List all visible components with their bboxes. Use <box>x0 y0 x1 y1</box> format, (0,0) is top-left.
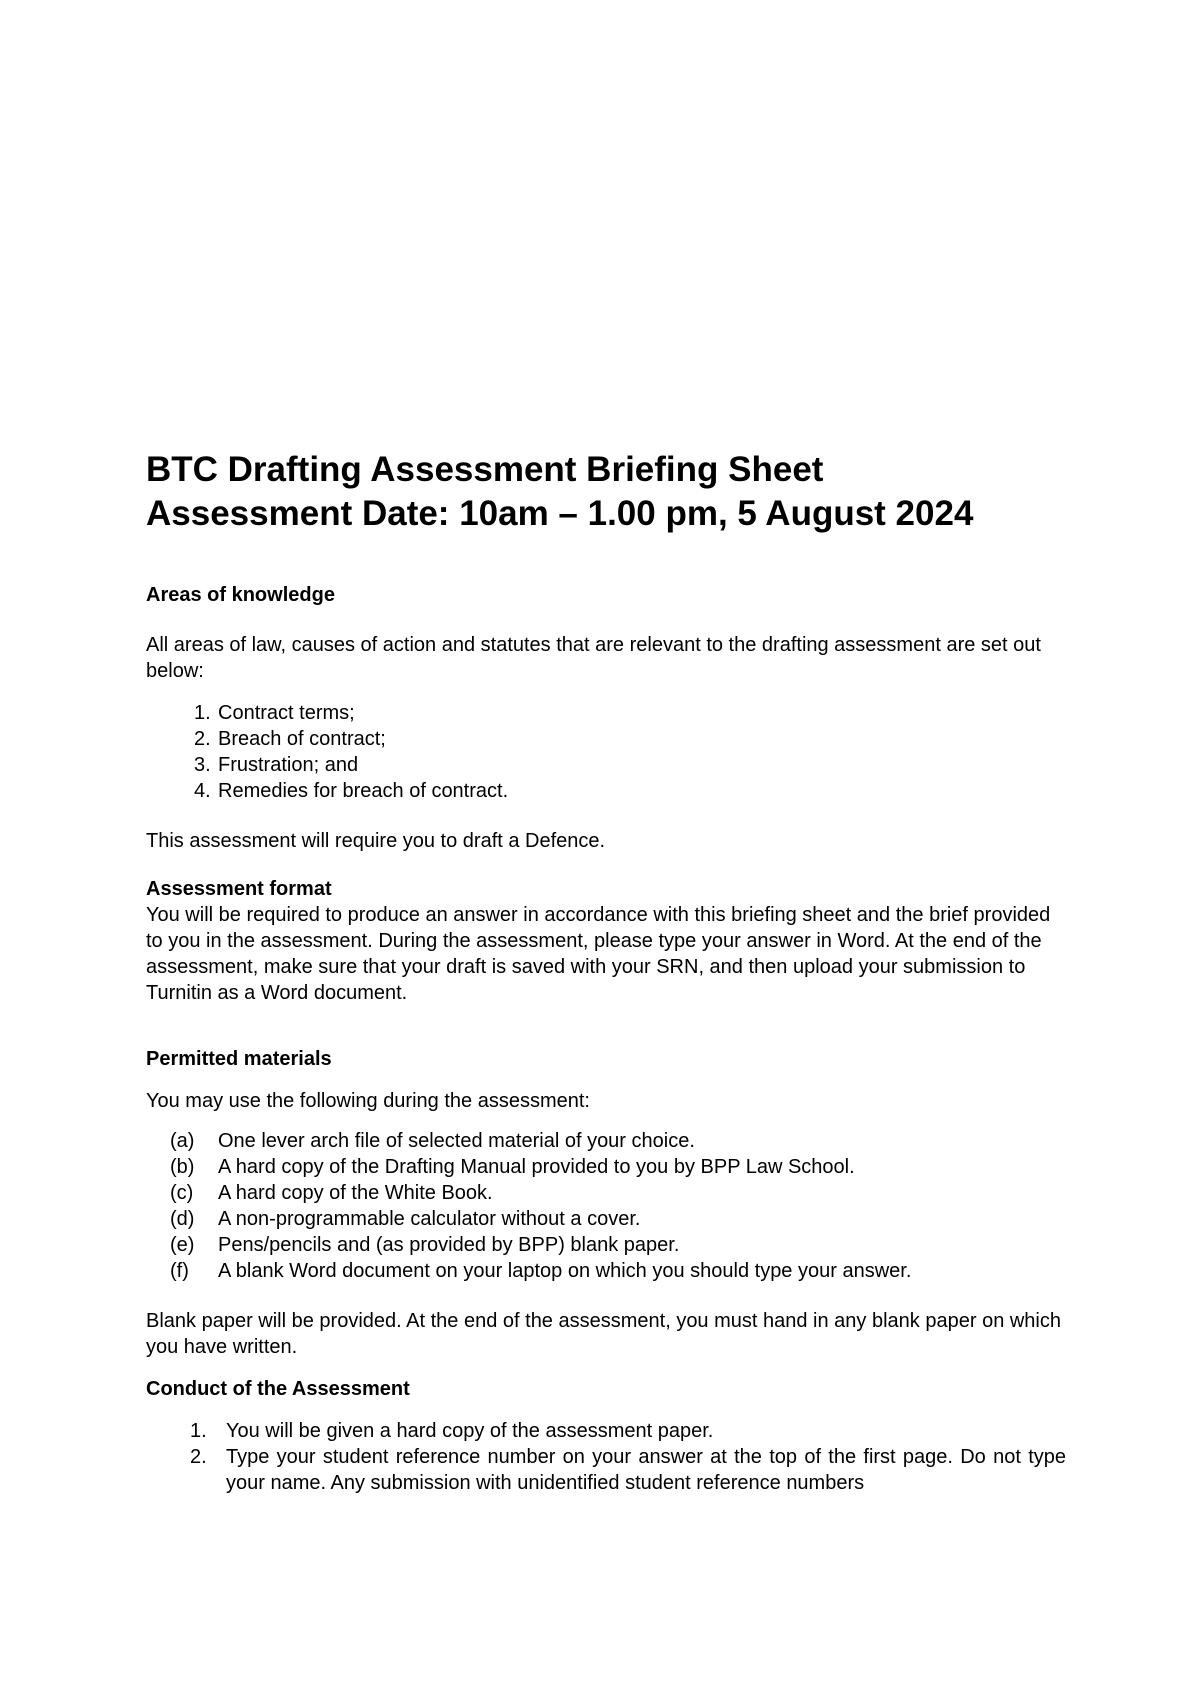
list-item: 1. You will be given a hard copy of the assessment paper. <box>190 1420 714 1442</box>
areas-intro: All areas of law, causes of action and statutes that are relevant to the drafting assessment are set out below: <box>146 634 1041 682</box>
list-item: (d) A non-programmable calculator without a cover. <box>170 1208 641 1230</box>
document-page <box>146 448 1066 1496</box>
format-heading: Assessment format <box>146 878 332 900</box>
permitted-closing: Blank paper will be provided. At the end of the assessment, you must hand in any blank paper on which you have written. <box>146 1310 1061 1358</box>
title-line-1: BTC Drafting Assessment Briefing Sheet <box>146 450 824 489</box>
areas-closing: This assessment will require you to draft a Defence. <box>146 830 606 852</box>
list-item: 1. Contract terms; <box>194 702 355 724</box>
permitted-intro: You may use the following during the assessment: <box>146 1090 590 1112</box>
list-item: 4. Remedies for breach of contract. <box>194 780 509 802</box>
conduct-list <box>146 1418 1066 1496</box>
document-title <box>146 448 1066 536</box>
format-text: You will be required to produce an answer in accordance with this briefing sheet and the brief provided to you in the assessment. During the assessment, please type your answer in Word. At the end of the assessment, make sure that your draft is saved with your SRN, and then upload your submission to Turnitin as a Word document. <box>146 904 1051 1004</box>
list-item: (f) A blank Word document on your laptop on which you should type your answer. <box>170 1260 912 1282</box>
areas-heading: Areas of knowledge <box>146 584 335 606</box>
conduct-heading: Conduct of the Assessment <box>146 1378 410 1400</box>
list-item: 3. Frustration; and <box>194 754 359 776</box>
permitted-heading: Permitted materials <box>146 1048 332 1070</box>
list-item: (e) Pens/pencils and (as provided by BPP) blank paper. <box>170 1234 680 1256</box>
list-item: 2. Type your student reference number on your answer at the top of the first page. Do not type your name. Any submission with unidentified student reference numbers <box>190 1446 1066 1494</box>
list-item: (a) One lever arch file of selected material of your choice. <box>170 1130 695 1152</box>
title-line-2: Assessment Date: 10am – 1.00 pm, 5 August 2024 <box>146 494 974 533</box>
list-item: (b) A hard copy of the Drafting Manual provided to you by BPP Law School. <box>170 1156 855 1178</box>
areas-list <box>146 700 1066 804</box>
list-item: 2. Breach of contract; <box>194 728 386 750</box>
list-item: (c) A hard copy of the White Book. <box>170 1182 493 1204</box>
permitted-list <box>146 1128 1066 1284</box>
